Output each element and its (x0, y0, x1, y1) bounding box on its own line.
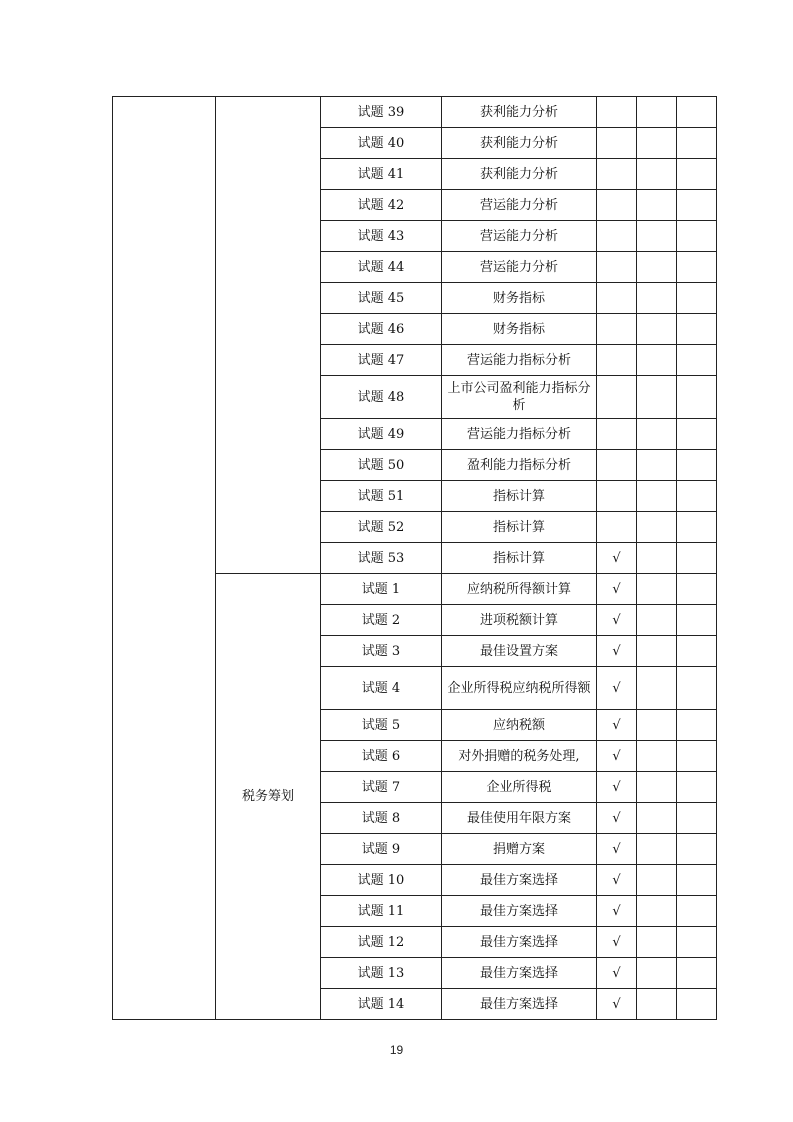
blank-cell (637, 481, 677, 512)
blank-cell (637, 667, 677, 710)
topic-cell: 营运能力指标分析 (442, 419, 597, 450)
blank-cell (677, 543, 717, 574)
blank-cell (637, 543, 677, 574)
page-number: 19 (389, 1043, 404, 1057)
item-cell: 试题 46 (321, 314, 442, 345)
blank-cell (677, 896, 717, 927)
table-row (113, 97, 717, 128)
check-mark-cell: √ (597, 667, 637, 710)
blank-cell (677, 667, 717, 710)
check-mark-cell (597, 314, 637, 345)
check-mark-cell (597, 221, 637, 252)
item-cell: 试题 9 (321, 834, 442, 865)
item-cell: 试题 8 (321, 803, 442, 834)
blank-cell (677, 128, 717, 159)
blank-cell (637, 159, 677, 190)
blank-cell (637, 376, 677, 419)
blank-cell (677, 710, 717, 741)
item-cell: 试题 40 (321, 128, 442, 159)
topic-cell: 指标计算 (442, 543, 597, 574)
item-cell: 试题 11 (321, 896, 442, 927)
item-cell: 试题 52 (321, 512, 442, 543)
check-mark-cell: √ (597, 772, 637, 803)
topic-cell: 最佳方案选择 (442, 865, 597, 896)
item-cell: 试题 6 (321, 741, 442, 772)
check-mark-cell (597, 283, 637, 314)
blank-cell (637, 636, 677, 667)
blank-cell (677, 450, 717, 481)
check-mark-cell (597, 419, 637, 450)
blank-cell (637, 865, 677, 896)
check-mark-cell (597, 450, 637, 481)
blank-cell (637, 927, 677, 958)
check-mark-cell: √ (597, 927, 637, 958)
blank-cell (637, 834, 677, 865)
check-mark-cell: √ (597, 710, 637, 741)
topic-cell: 最佳设置方案 (442, 636, 597, 667)
topic-cell: 指标计算 (442, 512, 597, 543)
section-cell (216, 97, 321, 574)
blank-cell (637, 190, 677, 221)
blank-cell (637, 345, 677, 376)
blank-cell (637, 772, 677, 803)
check-mark-cell (597, 512, 637, 543)
topic-cell: 企业所得税 (442, 772, 597, 803)
blank-cell (677, 512, 717, 543)
item-cell: 试题 41 (321, 159, 442, 190)
blank-cell (637, 419, 677, 450)
check-mark-cell (597, 345, 637, 376)
item-cell: 试题 45 (321, 283, 442, 314)
check-mark-cell: √ (597, 636, 637, 667)
topic-cell: 对外捐赠的税务处理, (442, 741, 597, 772)
category-cell (113, 97, 216, 1020)
blank-cell (637, 989, 677, 1020)
blank-cell (677, 989, 717, 1020)
check-mark-cell: √ (597, 989, 637, 1020)
topic-cell: 指标计算 (442, 481, 597, 512)
item-cell: 试题 7 (321, 772, 442, 803)
blank-cell (677, 419, 717, 450)
item-cell: 试题 14 (321, 989, 442, 1020)
blank-cell (637, 97, 677, 128)
blank-cell (677, 834, 717, 865)
blank-cell (637, 450, 677, 481)
blank-cell (677, 605, 717, 636)
topic-cell: 进项税额计算 (442, 605, 597, 636)
item-cell: 试题 50 (321, 450, 442, 481)
item-cell: 试题 39 (321, 97, 442, 128)
blank-cell (677, 190, 717, 221)
item-cell: 试题 1 (321, 574, 442, 605)
item-cell: 试题 4 (321, 667, 442, 710)
blank-cell (677, 481, 717, 512)
section-cell: 税务筹划 (216, 574, 321, 1020)
check-mark-cell: √ (597, 574, 637, 605)
check-mark-cell (597, 376, 637, 419)
check-mark-cell: √ (597, 543, 637, 574)
topic-cell: 营运能力分析 (442, 190, 597, 221)
blank-cell (677, 772, 717, 803)
check-mark-cell: √ (597, 896, 637, 927)
blank-cell (677, 252, 717, 283)
blank-cell (637, 710, 677, 741)
topic-cell: 最佳方案选择 (442, 896, 597, 927)
blank-cell (637, 605, 677, 636)
topic-cell: 营运能力分析 (442, 221, 597, 252)
topic-cell: 企业所得税应纳税所得额 (442, 667, 597, 710)
item-cell: 试题 53 (321, 543, 442, 574)
check-mark-cell: √ (597, 834, 637, 865)
blank-cell (637, 283, 677, 314)
blank-cell (677, 97, 717, 128)
item-cell: 试题 43 (321, 221, 442, 252)
check-mark-cell: √ (597, 865, 637, 896)
topic-cell: 应纳税所得额计算 (442, 574, 597, 605)
check-mark-cell (597, 97, 637, 128)
blank-cell (677, 636, 717, 667)
topic-cell: 最佳方案选择 (442, 989, 597, 1020)
topic-cell: 最佳方案选择 (442, 958, 597, 989)
check-mark-cell: √ (597, 741, 637, 772)
item-cell: 试题 12 (321, 927, 442, 958)
exam-topic-table (112, 96, 717, 1020)
topic-cell: 财务指标 (442, 314, 597, 345)
blank-cell (677, 159, 717, 190)
blank-cell (637, 252, 677, 283)
topic-cell: 最佳使用年限方案 (442, 803, 597, 834)
item-cell: 试题 44 (321, 252, 442, 283)
blank-cell (677, 741, 717, 772)
check-mark-cell (597, 481, 637, 512)
blank-cell (677, 865, 717, 896)
blank-cell (637, 128, 677, 159)
topic-cell: 营运能力指标分析 (442, 345, 597, 376)
topic-cell: 捐赠方案 (442, 834, 597, 865)
item-cell: 试题 49 (321, 419, 442, 450)
item-cell: 试题 5 (321, 710, 442, 741)
blank-cell (677, 376, 717, 419)
item-cell: 试题 42 (321, 190, 442, 221)
blank-cell (637, 512, 677, 543)
table-body (113, 97, 717, 1020)
blank-cell (677, 345, 717, 376)
blank-cell (637, 896, 677, 927)
check-mark-cell: √ (597, 605, 637, 636)
blank-cell (677, 283, 717, 314)
topic-cell: 获利能力分析 (442, 159, 597, 190)
check-mark-cell (597, 128, 637, 159)
item-cell: 试题 2 (321, 605, 442, 636)
topic-cell: 盈利能力指标分析 (442, 450, 597, 481)
topic-cell: 获利能力分析 (442, 97, 597, 128)
blank-cell (637, 574, 677, 605)
blank-cell (637, 803, 677, 834)
check-mark-cell (597, 252, 637, 283)
blank-cell (677, 958, 717, 989)
check-mark-cell (597, 190, 637, 221)
item-cell: 试题 51 (321, 481, 442, 512)
blank-cell (637, 741, 677, 772)
topic-cell: 应纳税额 (442, 710, 597, 741)
topic-cell: 财务指标 (442, 283, 597, 314)
blank-cell (677, 314, 717, 345)
blank-cell (677, 574, 717, 605)
check-mark-cell: √ (597, 803, 637, 834)
item-cell: 试题 48 (321, 376, 442, 419)
item-cell: 试题 10 (321, 865, 442, 896)
topic-cell: 上市公司盈利能力指标分析 (442, 376, 597, 419)
topic-cell: 营运能力分析 (442, 252, 597, 283)
blank-cell (677, 221, 717, 252)
topic-cell: 获利能力分析 (442, 128, 597, 159)
blank-cell (677, 803, 717, 834)
blank-cell (677, 927, 717, 958)
check-mark-cell (597, 159, 637, 190)
blank-cell (637, 314, 677, 345)
topic-cell: 最佳方案选择 (442, 927, 597, 958)
item-cell: 试题 47 (321, 345, 442, 376)
blank-cell (637, 958, 677, 989)
check-mark-cell: √ (597, 958, 637, 989)
blank-cell (637, 221, 677, 252)
item-cell: 试题 3 (321, 636, 442, 667)
item-cell: 试题 13 (321, 958, 442, 989)
